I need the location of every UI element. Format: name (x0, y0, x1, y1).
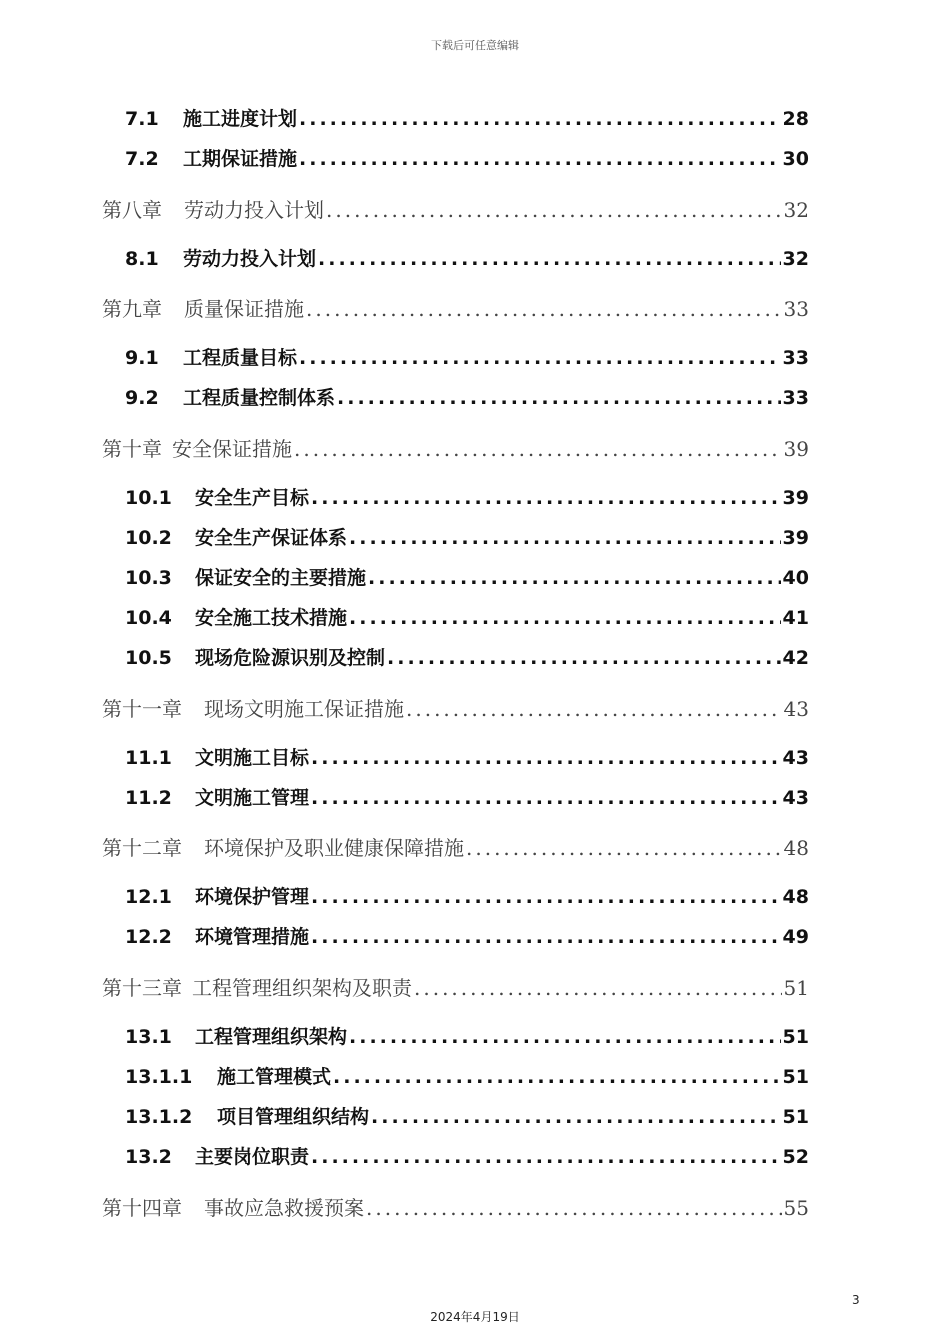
toc-entry-number: 10.5 (125, 647, 172, 669)
toc-entry[interactable] (125, 1062, 809, 1089)
toc-entry-number: 12.1 (125, 886, 172, 908)
toc-entry[interactable] (125, 104, 809, 131)
toc-entry[interactable] (125, 144, 809, 171)
toc-entry[interactable] (125, 1142, 809, 1169)
toc-entry-title: 安全生产目标 (195, 487, 310, 509)
toc-entry-title: 主要岗位职责 (195, 1146, 310, 1168)
toc-entry-title: 安全生产保证体系 (195, 527, 348, 549)
toc-leader-dots (299, 108, 781, 130)
toc-entry-page: 41 (782, 607, 809, 629)
toc-entry-page: 42 (782, 647, 809, 669)
toc-leader-dots (368, 567, 781, 589)
toc-entry-page: 39 (782, 487, 809, 509)
toc-entry[interactable] (125, 343, 809, 370)
toc-entry-number: 11.1 (125, 747, 172, 769)
toc-leader-dots (466, 836, 782, 860)
toc-entry-title: 施工进度计划 (183, 108, 298, 130)
toc-leader-dots (414, 976, 782, 1000)
toc-leader-dots (311, 487, 781, 509)
toc-entry[interactable] (125, 643, 809, 670)
toc-entry[interactable] (125, 244, 809, 271)
toc-entry-number: 10.4 (125, 607, 172, 629)
toc-chapter-entry[interactable] (102, 972, 809, 1001)
toc-entry-title: 文明施工目标 (195, 747, 310, 769)
toc-entry[interactable] (125, 1022, 809, 1049)
toc-leader-dots (311, 1146, 781, 1168)
toc-entry-number: 第九章 (102, 297, 162, 321)
toc-entry-title: 环境保护管理 (195, 886, 310, 908)
toc-leader-dots (371, 1106, 781, 1128)
toc-entry-title: 环境管理措施 (195, 926, 310, 948)
toc-entry-title: 项目管理组织结构 (217, 1106, 370, 1128)
toc-entry-page: 40 (782, 567, 809, 589)
toc-entry-number: 11.2 (125, 787, 172, 809)
toc-entry-title: 工程管理组织架构及职责 (192, 976, 412, 1000)
toc-chapter-entry[interactable] (102, 194, 809, 223)
toc-entry-title: 工程质量目标 (183, 347, 298, 369)
toc-chapter-entry[interactable] (102, 433, 809, 462)
toc-entry-page: 51 (782, 1106, 809, 1128)
toc-entry-page: 43 (782, 787, 809, 809)
toc-leader-dots (387, 647, 781, 669)
toc-chapter-entry[interactable] (102, 1192, 809, 1221)
toc-leader-dots (299, 148, 781, 170)
toc-entry-page: 39 (783, 437, 809, 461)
toc-entry[interactable] (125, 383, 809, 410)
page-header: 下载后可任意编辑 (431, 39, 519, 52)
toc-leader-dots (311, 747, 781, 769)
toc-entry-page: 28 (782, 108, 809, 130)
toc-entry-title: 安全保证措施 (172, 437, 292, 461)
toc-entry-page: 32 (783, 198, 809, 222)
toc-entry-number: 第十三章 (102, 976, 182, 1000)
toc-entry-title: 事故应急救援预案 (204, 1196, 364, 1220)
toc-entry-number: 10.2 (125, 527, 172, 549)
toc-leader-dots (311, 886, 781, 908)
toc-entry-page: 43 (783, 697, 809, 721)
toc-entry-number: 10.1 (125, 487, 172, 509)
toc-entry-title: 工期保证措施 (183, 148, 298, 170)
toc-leader-dots (349, 607, 781, 629)
toc-leader-dots (311, 926, 781, 948)
toc-entry[interactable] (125, 483, 809, 510)
toc-entry-page: 32 (782, 248, 809, 270)
toc-leader-dots (306, 297, 782, 321)
toc-entry-page: 55 (783, 1196, 809, 1220)
page-footer-date: 2024年4月19日 (430, 1310, 520, 1324)
toc-chapter-entry[interactable] (102, 693, 809, 722)
toc-entry-title: 现场危险源识别及控制 (195, 647, 386, 669)
toc-leader-dots (294, 437, 782, 461)
toc-entry-number: 第八章 (102, 198, 162, 222)
toc-entry[interactable] (125, 1102, 809, 1129)
toc-entry-title: 现场文明施工保证措施 (204, 697, 404, 721)
toc-entry-number: 9.1 (125, 347, 159, 369)
toc-entry-page: 39 (782, 527, 809, 549)
toc-entry-title: 保证安全的主要措施 (195, 567, 367, 589)
toc-entry-number: 10.3 (125, 567, 172, 589)
toc-entry-number: 7.2 (125, 148, 159, 170)
toc-entry-page: 43 (782, 747, 809, 769)
toc-entry-title: 劳动力投入计划 (184, 198, 324, 222)
toc-leader-dots (337, 387, 781, 409)
toc-entry-page: 51 (782, 1026, 809, 1048)
toc-entry-title: 质量保证措施 (184, 297, 304, 321)
toc-entry-number: 7.1 (125, 108, 159, 130)
toc-leader-dots (326, 198, 782, 222)
toc-entry-page: 49 (782, 926, 809, 948)
toc-entry-page: 48 (783, 836, 809, 860)
toc-leader-dots (349, 1026, 781, 1048)
toc-leader-dots (299, 347, 781, 369)
toc-entry-number: 第十一章 (102, 697, 182, 721)
toc-leader-dots (318, 248, 781, 270)
toc-entry-title: 工程管理组织架构 (195, 1026, 348, 1048)
toc-entry[interactable] (125, 563, 809, 590)
toc-entry-page: 33 (783, 297, 809, 321)
toc-leader-dots (311, 787, 781, 809)
toc-entry[interactable] (125, 922, 809, 949)
toc-entry-title: 文明施工管理 (195, 787, 310, 809)
toc-entry-page: 48 (782, 886, 809, 908)
toc-entry-title: 施工管理模式 (217, 1066, 332, 1088)
toc-chapter-entry[interactable] (102, 832, 809, 861)
toc-leader-dots (349, 527, 781, 549)
toc-entry-title: 工程质量控制体系 (183, 387, 336, 409)
toc-entry[interactable] (125, 523, 809, 550)
toc-entry-number: 13.2 (125, 1146, 172, 1168)
toc-entry-title: 环境保护及职业健康保障措施 (204, 836, 464, 860)
toc-entry-number: 9.2 (125, 387, 159, 409)
toc-entry-number: 13.1.2 (125, 1106, 193, 1128)
toc-entry[interactable] (125, 882, 809, 909)
toc-entry-number: 第十章 (102, 437, 162, 461)
page-number: 3 (852, 1293, 860, 1307)
toc-entry-number: 第十二章 (102, 836, 182, 860)
toc-chapter-entry[interactable] (102, 293, 809, 322)
toc-entry-page: 33 (782, 387, 809, 409)
toc-entry-page: 51 (782, 1066, 809, 1088)
toc-leader-dots (406, 697, 782, 721)
toc-leader-dots (366, 1196, 782, 1220)
toc-entry[interactable] (125, 743, 809, 770)
toc-entry-page: 51 (783, 976, 809, 1000)
toc-entry-number: 12.2 (125, 926, 172, 948)
toc-entry-title: 安全施工技术措施 (195, 607, 348, 629)
toc-entry-number: 8.1 (125, 248, 159, 270)
toc-entry-number: 13.1.1 (125, 1066, 193, 1088)
toc-entry-number: 13.1 (125, 1026, 172, 1048)
toc-entry-page: 52 (782, 1146, 809, 1168)
toc-leader-dots (333, 1066, 781, 1088)
toc-entry[interactable] (125, 783, 809, 810)
toc-entry-page: 30 (782, 148, 809, 170)
toc-entry-number: 第十四章 (102, 1196, 182, 1220)
toc-entry[interactable] (125, 603, 809, 630)
toc-entry-title: 劳动力投入计划 (183, 248, 317, 270)
toc-entry-page: 33 (782, 347, 809, 369)
